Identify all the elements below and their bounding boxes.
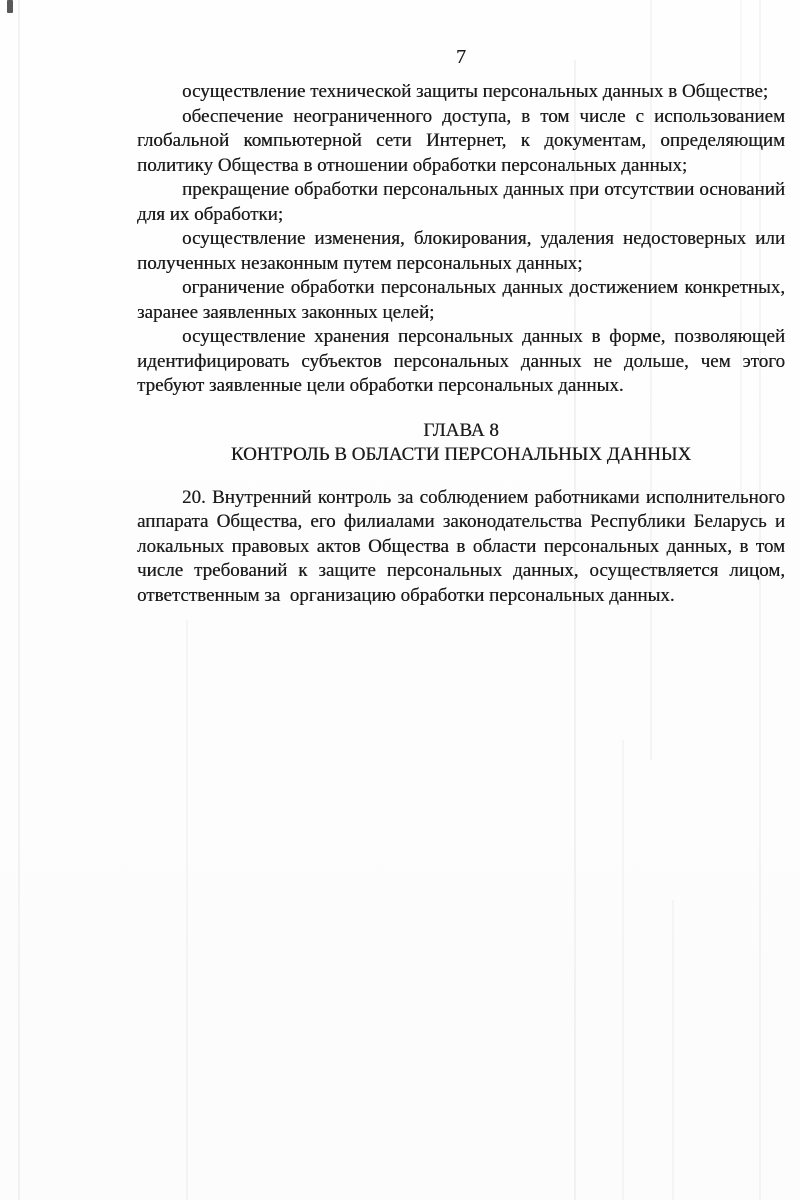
paragraph	[137, 325, 785, 399]
scan-streak	[672, 900, 674, 1200]
page-number: 7	[456, 46, 466, 68]
document-body	[137, 80, 785, 608]
paragraph	[137, 105, 785, 179]
scan-streak	[622, 740, 624, 1200]
scan-streak	[186, 620, 188, 1200]
paragraph	[137, 276, 785, 325]
text-line: числе требований к защите персональных данных, осуществляется лицом,	[137, 560, 785, 581]
scan-artifact-mark	[7, 0, 13, 13]
paragraph-list	[137, 80, 785, 399]
paragraph-20	[137, 486, 785, 609]
text-line: осуществление хранения персональных данных в форме, позволяющей	[182, 326, 785, 347]
paragraph	[137, 227, 785, 276]
text-line: обеспечение неограниченного доступа, в том числе с использованием	[182, 105, 785, 127]
text-line: ограничение обработки персональных данных достижением конкретных,	[182, 277, 785, 298]
text-line: аппарата Общества, его филиалами законодательства Республики Беларусь и	[137, 511, 785, 532]
chapter-heading	[137, 419, 785, 468]
paragraph	[137, 80, 785, 105]
text-line: полученных незаконным путем персональных данных;	[137, 252, 583, 274]
paragraph	[137, 486, 785, 609]
text-line: локальных правовых актов Общества в области персональных данных, в том	[137, 535, 785, 557]
text-line: требуют заявленные цели обработки персональных данных.	[137, 375, 624, 396]
text-line: осуществление изменения, блокирования, удаления недостоверных или	[182, 228, 785, 249]
chapter-number: ГЛАВА 8	[423, 419, 499, 441]
text-line: ответственным за организацию обработки персональных данных.	[137, 584, 675, 606]
text-line: прекращение обработки персональных данных при отсутствии оснований	[182, 179, 785, 200]
paragraph	[137, 178, 785, 227]
scan-streak	[18, 0, 20, 1200]
chapter-title: КОНТРОЛЬ В ОБЛАСТИ ПЕРСОНАЛЬНЫХ ДАННЫХ	[230, 444, 692, 465]
text-line: идентифицировать субъектов персональных данных не дольше, чем этого	[137, 350, 785, 372]
text-line: для их обработки;	[137, 203, 284, 225]
text-line: осуществление технической защиты персональных данных в Обществе;	[182, 81, 769, 102]
text-line: заранее заявленных законных целей;	[137, 301, 435, 323]
text-line: политику Общества в отношении обработки персональных данных;	[137, 154, 688, 176]
text-line: глобальной компьютерной сети Интернет, к документам, определяющим	[137, 130, 785, 151]
text-line: 20. Внутренний контроль за соблюдением работниками исполнительного	[182, 486, 785, 508]
